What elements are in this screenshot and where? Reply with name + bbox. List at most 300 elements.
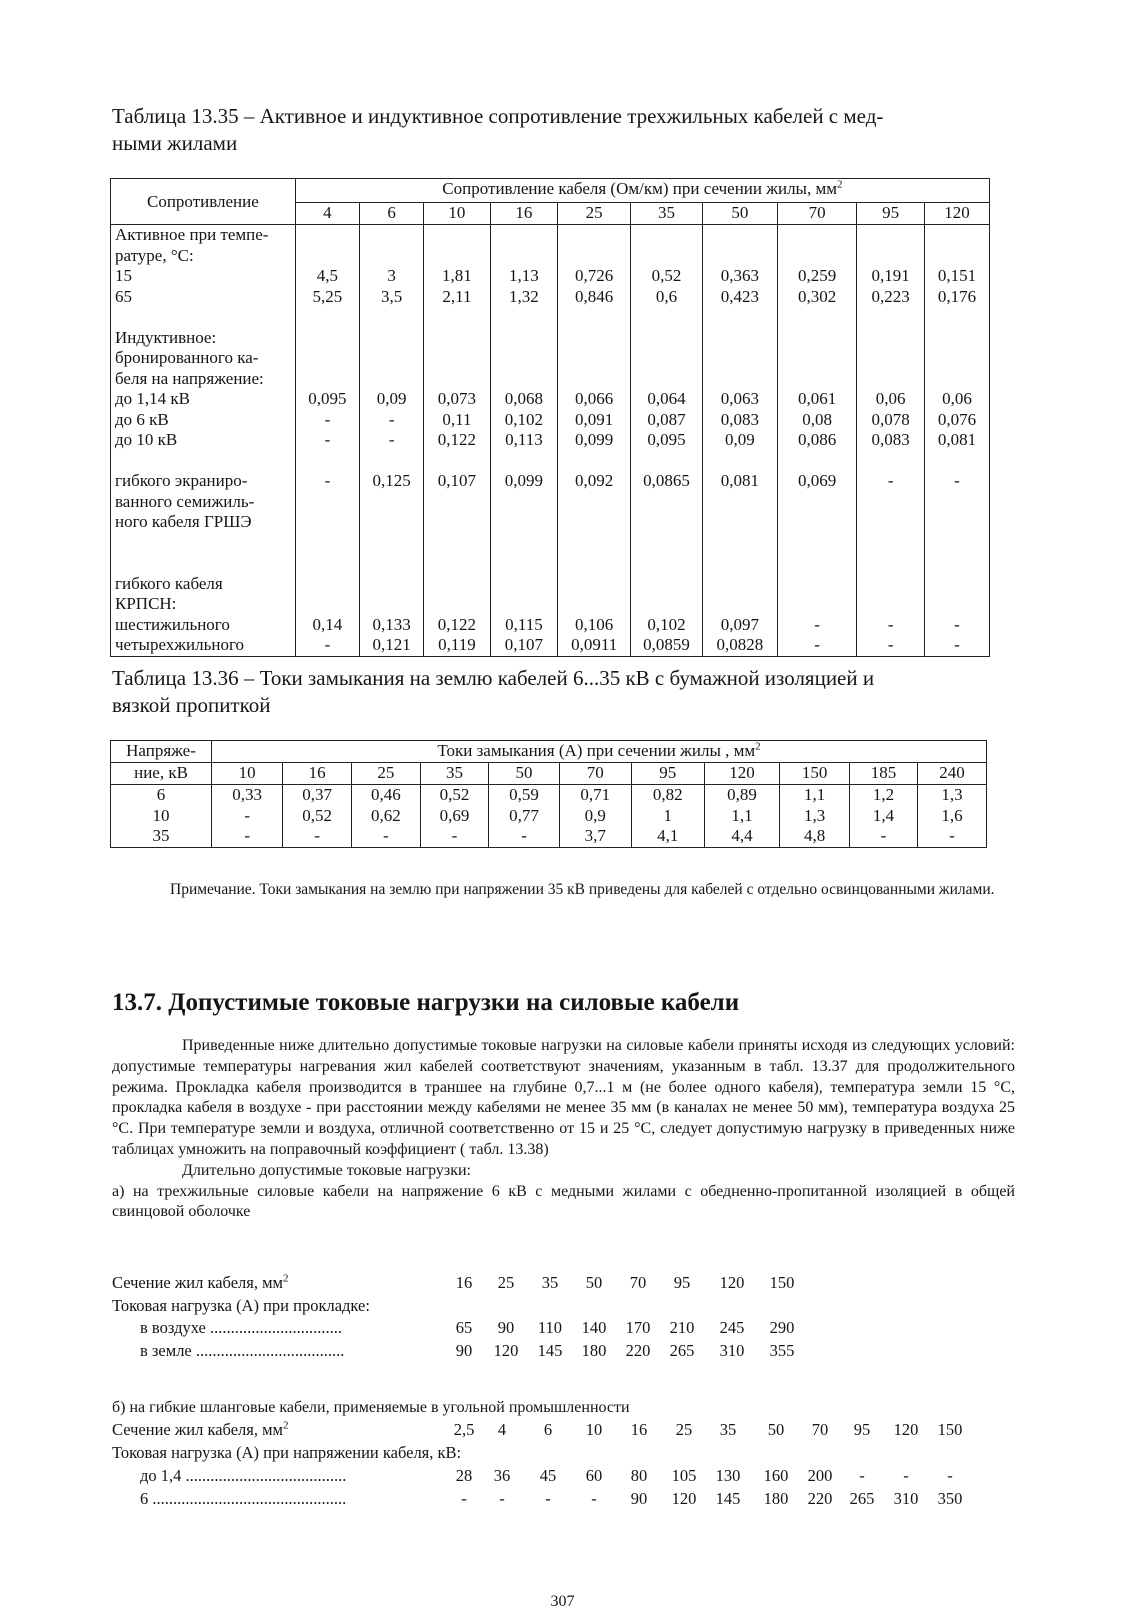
value-cell: 0,52 bbox=[651, 266, 682, 285]
value-cell: 0,423 bbox=[720, 286, 760, 306]
value-cell: 0,107 bbox=[437, 471, 477, 490]
item-a-text: а) на трехжильные силовые кабели на напряжение 6 кВ с медными жилами с обедненно-пропитанной изоляцией в общей свинцовой оболочке bbox=[112, 1182, 1015, 1221]
value-cell bbox=[635, 492, 698, 513]
value-cell: 0,52 bbox=[302, 805, 332, 825]
list-value: - bbox=[461, 1489, 467, 1508]
row-label bbox=[115, 307, 291, 328]
value-column bbox=[780, 785, 850, 848]
value-cell bbox=[495, 533, 554, 554]
list-value: 220 bbox=[807, 1489, 833, 1508]
section-header-cell: 25 bbox=[558, 203, 631, 225]
value-cell: 0,069 bbox=[798, 471, 837, 490]
value-cell: 0,14 bbox=[312, 614, 343, 634]
row-label: до 1,14 кВ bbox=[115, 389, 190, 408]
table-body-row bbox=[111, 225, 990, 657]
value-cell: 0,259 bbox=[798, 266, 837, 285]
value-cell bbox=[428, 225, 485, 246]
list-value: 35 bbox=[541, 1273, 559, 1292]
table-13-36-caption bbox=[112, 665, 1012, 719]
value-cell bbox=[364, 348, 419, 369]
value-cell bbox=[861, 574, 920, 595]
value-cell bbox=[929, 225, 985, 246]
section-header-cell: 6 bbox=[360, 203, 424, 225]
value-cell: 0,0828 bbox=[716, 635, 764, 654]
value-cell: 0,9 bbox=[584, 805, 606, 825]
list-row-label bbox=[140, 1341, 344, 1361]
value-cell: 0,0865 bbox=[643, 471, 690, 490]
value-cell: 1,81 bbox=[442, 266, 472, 285]
value-cell bbox=[562, 553, 626, 574]
list-value: 120 bbox=[719, 1273, 745, 1292]
list-value: 50 bbox=[767, 1420, 785, 1439]
value-cell: 0,102 bbox=[647, 614, 686, 634]
row-label: Активное при темпе- bbox=[115, 225, 269, 244]
list-row-label bbox=[112, 1296, 370, 1316]
value-cell bbox=[562, 492, 626, 513]
label-superscript: 2 bbox=[283, 1272, 289, 1285]
value-cell bbox=[929, 512, 985, 533]
list-value: 16 bbox=[455, 1273, 473, 1292]
voltage-value: 35 bbox=[152, 826, 170, 845]
list-value: - bbox=[947, 1466, 953, 1485]
voltage-value: 6 bbox=[156, 785, 166, 804]
row-label: четырехжильного bbox=[115, 635, 244, 654]
value-cell bbox=[300, 512, 355, 533]
value-cell: 0,846 bbox=[575, 286, 614, 306]
value-cell: 0,176 bbox=[937, 286, 977, 306]
list-value: 70 bbox=[811, 1420, 829, 1439]
list-value: 10 bbox=[585, 1420, 603, 1439]
value-cell: 0,099 bbox=[504, 471, 544, 490]
list-value: 120 bbox=[893, 1420, 919, 1439]
list-value: 65 bbox=[455, 1318, 473, 1337]
value-column bbox=[360, 225, 424, 657]
value-cell: 1,6 bbox=[941, 805, 963, 825]
value-cell: 0,302 bbox=[798, 286, 837, 306]
value-cell bbox=[635, 225, 698, 246]
value-cell: - bbox=[244, 805, 250, 825]
value-cell: - bbox=[880, 826, 887, 845]
header-span: Токи замыкания (А) при сечении жилы , $мм^2$ bbox=[212, 741, 987, 763]
value-cell bbox=[428, 328, 485, 349]
row-label: шестижильного bbox=[115, 614, 230, 634]
value-column bbox=[702, 225, 777, 657]
value-cell: 0,06 bbox=[875, 389, 906, 408]
value-cell bbox=[495, 594, 554, 615]
value-cell bbox=[707, 594, 773, 615]
value-cell bbox=[428, 369, 485, 390]
value-cell: 0,121 bbox=[372, 635, 411, 654]
value-cell bbox=[428, 246, 485, 267]
list-value: 25 bbox=[675, 1420, 693, 1439]
value-cell: 0,115 bbox=[505, 614, 543, 634]
list-value: 265 bbox=[849, 1489, 875, 1508]
caption-line: Таблица 13.36 – Токи замыкания на землю кабелей 6...35 кВ с бумажной изоляцией и bbox=[112, 666, 875, 690]
header-resistance: Сопротивление bbox=[111, 179, 296, 225]
value-cell bbox=[300, 369, 355, 390]
value-cell bbox=[782, 512, 852, 533]
value-cell bbox=[562, 348, 626, 369]
list-value: 140 bbox=[581, 1318, 607, 1337]
value-cell bbox=[782, 533, 852, 554]
item-b-block bbox=[112, 1398, 1015, 1419]
value-cell: 0,095 bbox=[647, 430, 686, 449]
value-cell bbox=[861, 225, 920, 246]
value-cell bbox=[428, 553, 485, 574]
value-cell: 0,081 bbox=[937, 430, 977, 449]
list-value: 90 bbox=[497, 1318, 515, 1337]
caption-line: вязкой пропиткой bbox=[112, 693, 271, 717]
value-column bbox=[490, 225, 558, 657]
value-cell: - bbox=[324, 409, 331, 429]
label-text: Сечение жил кабеля, мм bbox=[112, 1273, 283, 1292]
list-row-label bbox=[140, 1318, 342, 1338]
value-column bbox=[489, 785, 559, 848]
value-cell bbox=[562, 246, 626, 267]
row-label: 15 bbox=[115, 266, 132, 285]
value-cell bbox=[428, 512, 485, 533]
value-cell bbox=[495, 307, 554, 328]
section-header-cell: 185 bbox=[849, 763, 917, 785]
list-value: 355 bbox=[769, 1341, 795, 1360]
value-column bbox=[558, 225, 631, 657]
header-span: Сопротивление кабеля (Ом/км) при сечении жилы, $мм^2$ bbox=[295, 179, 989, 203]
list-value: 160 bbox=[763, 1466, 789, 1485]
section-header-cell: 4 bbox=[295, 203, 359, 225]
value-cell: 0,066 bbox=[575, 389, 614, 408]
list-value: 130 bbox=[715, 1466, 741, 1485]
value-cell bbox=[782, 492, 852, 513]
value-cell: 3,7 bbox=[584, 826, 606, 845]
value-cell bbox=[635, 574, 698, 595]
value-cell: - bbox=[887, 635, 894, 654]
value-cell bbox=[861, 451, 920, 472]
value-cell bbox=[428, 451, 485, 472]
value-cell bbox=[782, 307, 852, 328]
list-value: 145 bbox=[537, 1341, 563, 1360]
value-cell: 0,119 bbox=[438, 635, 476, 654]
value-cell: - bbox=[949, 826, 955, 845]
value-cell: 1,4 bbox=[872, 805, 895, 825]
value-cell bbox=[364, 492, 419, 513]
value-cell bbox=[929, 574, 985, 595]
list-value: 310 bbox=[719, 1341, 745, 1360]
value-cell bbox=[300, 574, 355, 595]
list-value: 150 bbox=[937, 1420, 963, 1439]
value-cell: 0,726 bbox=[575, 266, 614, 285]
value-cell: 4,1 bbox=[657, 826, 679, 845]
value-cell: 0,083 bbox=[871, 430, 910, 449]
value-cell: - bbox=[314, 826, 320, 845]
value-cell bbox=[861, 246, 920, 267]
value-column bbox=[559, 785, 631, 848]
value-cell: 2,11 bbox=[442, 286, 472, 306]
intro-block bbox=[112, 1036, 1015, 1223]
value-column bbox=[857, 225, 925, 657]
value-cell bbox=[300, 328, 355, 349]
caption-line: Таблица 13.35 – Активное и индуктивное сопротивление трехжильных кабелей с мед- bbox=[112, 104, 884, 128]
value-cell bbox=[707, 246, 773, 267]
value-cell bbox=[364, 328, 419, 349]
value-cell bbox=[782, 553, 852, 574]
list-value: 28 bbox=[455, 1466, 473, 1485]
table-13-36 bbox=[110, 740, 987, 848]
section-header-cell: 16 bbox=[283, 763, 352, 785]
value-cell bbox=[635, 553, 698, 574]
value-cell bbox=[782, 225, 852, 246]
value-cell: 1,3 bbox=[803, 805, 826, 825]
value-cell bbox=[861, 348, 920, 369]
value-cell bbox=[364, 246, 419, 267]
value-cell: 0,102 bbox=[504, 409, 544, 429]
list-value: 50 bbox=[585, 1273, 603, 1292]
value-cell bbox=[635, 328, 698, 349]
value-cell: 0,087 bbox=[647, 409, 686, 429]
value-cell bbox=[364, 553, 419, 574]
value-cell bbox=[861, 512, 920, 533]
label-text: Токовая нагрузка (А) при напряжении кабеля, кВ: bbox=[112, 1443, 462, 1462]
value-cell: 0,52 bbox=[439, 785, 470, 804]
list-row bbox=[112, 1489, 1015, 1511]
label-text: 6 ............................................... bbox=[140, 1489, 347, 1508]
list-row bbox=[112, 1341, 1015, 1363]
value-cell: 0,33 bbox=[232, 785, 263, 804]
row-label bbox=[115, 451, 291, 472]
value-cell bbox=[495, 348, 554, 369]
value-cell bbox=[300, 533, 355, 554]
value-cell: 0,08 bbox=[802, 409, 833, 429]
value-cell: 0,11 bbox=[442, 409, 472, 429]
row-label bbox=[115, 533, 291, 554]
value-cell bbox=[782, 369, 852, 390]
list-value: - bbox=[859, 1466, 865, 1485]
value-cell bbox=[707, 225, 773, 246]
value-cell bbox=[635, 369, 698, 390]
value-cell bbox=[707, 328, 773, 349]
value-cell: 0,081 bbox=[720, 471, 760, 490]
value-cell: 0,77 bbox=[509, 805, 539, 825]
value-cell: - bbox=[954, 614, 960, 634]
list-value: - bbox=[591, 1489, 597, 1508]
value-cell bbox=[929, 348, 985, 369]
value-cell bbox=[495, 246, 554, 267]
value-cell bbox=[562, 307, 626, 328]
value-cell bbox=[782, 574, 852, 595]
value-cell bbox=[861, 553, 920, 574]
label-superscript: 2 bbox=[283, 1419, 289, 1432]
section-header-cell: 35 bbox=[420, 763, 489, 785]
value-cell bbox=[635, 594, 698, 615]
row-label: КРПСН: bbox=[115, 594, 177, 613]
list-value: 60 bbox=[585, 1466, 603, 1485]
value-cell: - bbox=[324, 430, 331, 449]
value-cell: 4,4 bbox=[731, 826, 753, 845]
value-cell: 0,097 bbox=[720, 614, 760, 634]
value-cell bbox=[929, 492, 985, 513]
value-cell bbox=[929, 246, 985, 267]
value-cell: 0,71 bbox=[580, 785, 611, 804]
value-cell bbox=[861, 307, 920, 328]
list-row bbox=[112, 1273, 1015, 1295]
label-text: в воздухе ................................ bbox=[140, 1318, 342, 1337]
section-header-cell: 50 bbox=[489, 763, 559, 785]
value-cell bbox=[300, 246, 355, 267]
row-label: до 10 кВ bbox=[115, 430, 178, 449]
value-cell bbox=[562, 328, 626, 349]
item-b-text: б) на гибкие шланговые кабели, применяемые в угольной промышленности bbox=[112, 1399, 630, 1416]
value-cell bbox=[861, 492, 920, 513]
value-cell: - bbox=[954, 635, 960, 654]
voltage-cell bbox=[111, 785, 212, 848]
section-header-cell: 35 bbox=[631, 203, 703, 225]
value-cell: 0,106 bbox=[575, 614, 614, 634]
value-cell: - bbox=[954, 471, 960, 490]
value-cell: 0,125 bbox=[372, 471, 411, 490]
value-column bbox=[420, 785, 489, 848]
value-cell: 0,0911 bbox=[571, 635, 618, 654]
value-cell bbox=[562, 369, 626, 390]
section-header-cell: 25 bbox=[351, 763, 420, 785]
value-cell bbox=[428, 492, 485, 513]
value-cell bbox=[929, 451, 985, 472]
section-header-cell: 95 bbox=[631, 763, 704, 785]
list-value: 105 bbox=[671, 1466, 697, 1485]
value-column bbox=[777, 225, 856, 657]
value-column bbox=[849, 785, 917, 848]
list-value: - bbox=[903, 1466, 909, 1485]
value-cell: 0,083 bbox=[720, 409, 760, 429]
value-cell bbox=[300, 553, 355, 574]
list-value: 90 bbox=[455, 1341, 473, 1360]
list-value: 90 bbox=[630, 1489, 648, 1508]
value-cell bbox=[562, 533, 626, 554]
value-cell bbox=[707, 533, 773, 554]
value-cell bbox=[707, 307, 773, 328]
list-row bbox=[112, 1296, 1015, 1318]
value-cell bbox=[635, 451, 698, 472]
row-label: гибкого экраниро- bbox=[115, 471, 248, 490]
value-cell: 0,363 bbox=[720, 266, 760, 285]
value-cell: - bbox=[521, 826, 527, 845]
value-cell: 1,3 bbox=[941, 785, 963, 804]
list-value: 35 bbox=[719, 1420, 737, 1439]
list-value: 120 bbox=[493, 1341, 519, 1360]
section-header-cell: 70 bbox=[777, 203, 856, 225]
value-cell: 3,5 bbox=[381, 286, 403, 306]
value-cell bbox=[782, 594, 852, 615]
value-column bbox=[295, 225, 359, 657]
value-cell bbox=[929, 369, 985, 390]
row-label: гибкого кабеля bbox=[115, 573, 223, 593]
value-cell bbox=[782, 348, 852, 369]
list-value: 80 bbox=[630, 1466, 648, 1485]
value-cell bbox=[364, 225, 419, 246]
value-column bbox=[212, 785, 283, 848]
value-cell: 0,095 bbox=[308, 389, 347, 408]
list-row bbox=[112, 1318, 1015, 1340]
value-column bbox=[424, 225, 490, 657]
value-cell: 0,89 bbox=[727, 785, 757, 804]
row-label bbox=[115, 553, 291, 574]
value-cell bbox=[635, 533, 698, 554]
value-cell: 0,06 bbox=[942, 389, 972, 408]
row-label: беля на напряжение: bbox=[115, 368, 264, 388]
value-cell: 0,151 bbox=[937, 266, 977, 285]
table-body-row bbox=[111, 785, 987, 848]
list-row-label bbox=[140, 1466, 346, 1486]
value-cell bbox=[300, 594, 355, 615]
value-cell bbox=[707, 492, 773, 513]
subheading: Длительно допустимые токовые нагрузки: bbox=[182, 1161, 471, 1179]
label-text: в земле .................................... bbox=[140, 1341, 345, 1360]
value-cell bbox=[782, 451, 852, 472]
value-column bbox=[283, 785, 352, 848]
value-cell: 1,2 bbox=[872, 785, 895, 804]
label-text: Сечение жил кабеля, мм bbox=[112, 1420, 283, 1439]
value-cell: 0,107 bbox=[504, 635, 544, 654]
value-column bbox=[704, 785, 779, 848]
value-cell bbox=[707, 348, 773, 369]
table-13-35 bbox=[110, 178, 990, 657]
list-value: 170 bbox=[625, 1318, 651, 1337]
value-cell bbox=[707, 574, 773, 595]
value-cell bbox=[428, 307, 485, 328]
list-row-label bbox=[112, 1420, 289, 1440]
value-cell: 0,122 bbox=[437, 614, 477, 634]
list-value: 220 bbox=[625, 1341, 651, 1360]
intro-paragraph: Приведенные ниже длительно допустимые токовые нагрузки на силовые кабели приняты исходя из следующих условий: допустимые температуры нагревания жил кабелей соответствуют значениям, указанным в табл. 13.37 для продолжительного режима. Прокладка кабеля производится в траншее на глубине 0,7...1 м (не более одного кабеля), температура земли 15 °С, прокладка кабеля в воздухе - при расстоянии между кабелями не менее 35 мм (в каналах не менее 50 мм), температура воздуха 25 °С. При температуре земли и воздуха, отличной соответственно от 15 и 25 °С, следует допустимую нагрузку в приведенных ниже таблицах умножить на поправочный коэффициент ( табл. 13.38) bbox=[112, 1037, 1015, 1158]
value-cell bbox=[300, 492, 355, 513]
list-value: 210 bbox=[669, 1318, 695, 1337]
section-header-cell: 95 bbox=[857, 203, 925, 225]
value-cell: 1 bbox=[663, 805, 673, 825]
value-cell: - bbox=[382, 826, 389, 845]
section-header-cell: 120 bbox=[924, 203, 989, 225]
value-cell: - bbox=[814, 614, 820, 634]
value-cell: 0,078 bbox=[871, 409, 910, 429]
value-cell bbox=[635, 512, 698, 533]
value-cell: 0,6 bbox=[655, 286, 678, 306]
value-cell bbox=[782, 246, 852, 267]
value-cell bbox=[707, 451, 773, 472]
value-cell bbox=[428, 574, 485, 595]
value-cell: 0,076 bbox=[937, 409, 977, 429]
value-cell bbox=[929, 307, 985, 328]
value-column bbox=[918, 785, 987, 848]
list-row bbox=[112, 1443, 1015, 1465]
value-cell: 0,0859 bbox=[643, 635, 690, 654]
list-value: 16 bbox=[630, 1420, 648, 1439]
value-cell bbox=[707, 369, 773, 390]
value-column bbox=[631, 785, 704, 848]
list-value: 95 bbox=[673, 1273, 691, 1292]
list-row-label bbox=[140, 1489, 346, 1509]
value-cell bbox=[635, 246, 698, 267]
value-cell bbox=[495, 553, 554, 574]
value-cell bbox=[635, 307, 698, 328]
table-13-35-caption bbox=[112, 103, 1012, 157]
row-label: Индуктивное: bbox=[115, 327, 217, 347]
value-cell: - bbox=[324, 471, 331, 490]
value-cell: 0,073 bbox=[437, 389, 477, 408]
value-cell bbox=[300, 225, 355, 246]
list-value: 145 bbox=[715, 1489, 741, 1508]
value-cell bbox=[929, 328, 985, 349]
list-value: 290 bbox=[769, 1318, 795, 1337]
section-header-cell: 120 bbox=[704, 763, 779, 785]
value-cell: 0,086 bbox=[798, 430, 837, 449]
value-cell bbox=[707, 553, 773, 574]
